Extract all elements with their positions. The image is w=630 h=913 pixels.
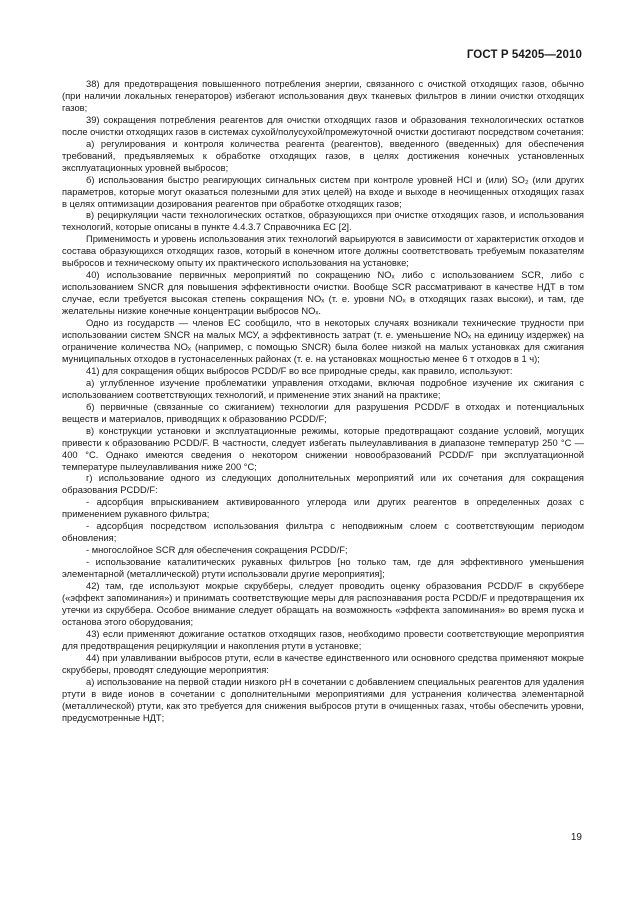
paragraph: - адсорбция посредством использования фильтра с неподвижным слоем с соответствующим периодом обновления; — [62, 521, 584, 544]
paragraph: Применимость и уровень использования этих технологий варьируются в зависимости от характеристик отходов и состава образующихся отходящих газов, который в конечном итоге должны соответствовать требуемым показателям выбросов и техническому опыту их практического использования на установке; — [62, 234, 584, 269]
paragraph: Одно из государств — членов ЕС сообщило, что в некоторых случаях возникали технические трудности при использовании систем SNCR на малых МСУ, а эффективность затрат (т. е. уменьшение NOₓ на единицу издержек) на ограничение количества NOₓ (например, с помощью SNCR) была более низкой на малых установках для сжигания муниципальных отходов в густонаселенных районах (т. е. на установках мощностью менее 6 т отходов в 1 ч); — [62, 318, 584, 364]
paragraph: 41) для сокращения общих выбросов PCDD/F во все природные среды, как правило, используют: — [86, 365, 513, 376]
paragraph: 40) использование первичных мероприятий по сокращению NOₓ либо с использованием SCR, либо с использованием SNCR для повышения эффективности очистки. Вообще SCR рассматривают в качестве НДТ в том случае, если требуется высокая степень сокращения NOₓ (т. е. уровни NOₓ в отходящих газах высоки), и там, где желательны низкие конечные концентрации выбросов NOₓ. — [62, 270, 584, 317]
paragraph: - адсорбция впрыскиванием активированного углерода или других реагентов в определенных дозах с применением рукавного фильтра; — [62, 497, 584, 520]
standard-header: ГОСТ Р 54205—2010 — [466, 49, 582, 61]
paragraph: а) углубленное изучение проблематики управления отходами, включая подробное изучение их сжигания с использованием соответствующих технологий, и применение этих знаний на практике; — [62, 377, 584, 400]
paragraph: - многослойное SCR для обеспечения сокращения PCDD/F; — [86, 545, 348, 556]
paragraph: - использование каталитических рукавных фильтров [но только там, где для эффективного уменьшения элементарной (металлической) ртути использовали другие мероприятия]; — [62, 557, 584, 580]
paragraph: г) использование одного из следующих дополнительных мероприятий или их сочетания для сокращения образования PCDD/F: — [62, 473, 584, 496]
body-text — [62, 79, 584, 724]
paragraph: б) первичные (связанные со сжиганием) технологии для разрушения PCDD/F в отходах и потенциальных веществ и материалов, приводящих к образованию PCDD/F; — [62, 401, 584, 424]
paragraph: а) регулирования и контроля количества реагента (реагентов), введенного (введенных) для обеспечения требований, предъявляемых к обработке отходящих газов, в целях достижения конечных установленных эксплуатационных уровней выбросов; — [62, 138, 584, 173]
paragraph: 39) сокращения потребления реагентов для очистки отходящих газов и образования технологических остатков после очистки отходящих газов в системах сухой/полусухой/промежуточной очистки достигают посредством сочетания: — [62, 114, 584, 137]
paragraph: 44) при улавливании выбросов ртути, если в качестве единственного или основного средства применяют мокрые скрубберы, проводят следующие мероприятия: — [62, 652, 584, 675]
paragraph: в) рециркуляции части технологических остатков, образующихся при очистке отходящих газов, и использования технологий, которые описаны в пункте 4.4.3.7 Справочника ЕС [2]. — [62, 210, 584, 233]
paragraph: 38) для предотвращения повышенного потребления энергии, связанного с очисткой отходящих газов, обычно (при наличии локальных генераторов) избегают использования двух тканевых фильтров в линии очистки отходящих газов; — [62, 79, 584, 113]
paragraph: а) использование на первой стадии низкого рН в сочетании с добавлением специальных реагентов для удаления ртути в виде ионов в сочетании с дополнительными мероприятиями для устранения количества элементарной (металлической) ртути, как это требуется для снижения выбросов ртути в очищенных газах, чтобы обеспечить уровни, предусмотренные НДТ; — [62, 676, 584, 723]
paragraph: 42) там, где используют мокрые скрубберы, следует проводить оценку образования PCDD/F в скруббере («эффект запоминания») и принимать соответствующие меры для распознавания роста PCDD/F и предотвращения их утечки из скруббера. Особое внимание следует обращать на возможность «эффекта запоминания» во время пуска и останова этого оборудования; — [62, 581, 584, 627]
page-number: 19 — [570, 832, 582, 843]
paragraph: б) использования быстро реагирующих сигнальных систем при контроле уровней HCl и (или) SO₂ (или других параметров, которые могут оказаться полезными для этих целей) на входе и выходе в неочищенных отходящих газах в целях оптимизации дозирования реагентов при обработке отходящих газов; — [62, 174, 584, 209]
paragraph: в) конструкции установки и эксплуатационные режимы, которые предотвращают создание условий, могущих привести к образованию PCDD/F. В частности, следует избегать пылеулавливания в диапазоне температур 250 °С — 400 °С. Однако имеются сведения о некотором снижении новообразований PCDD/F при эксплуатационной температуре пылеулавливания ниже 200 °С; — [62, 425, 584, 472]
paragraph: 43) если применяют дожигание остатков отходящих газов, необходимо провести соответствующие мероприятия для предотвращения рециркуляции и накопления ртути в установке; — [62, 628, 584, 651]
